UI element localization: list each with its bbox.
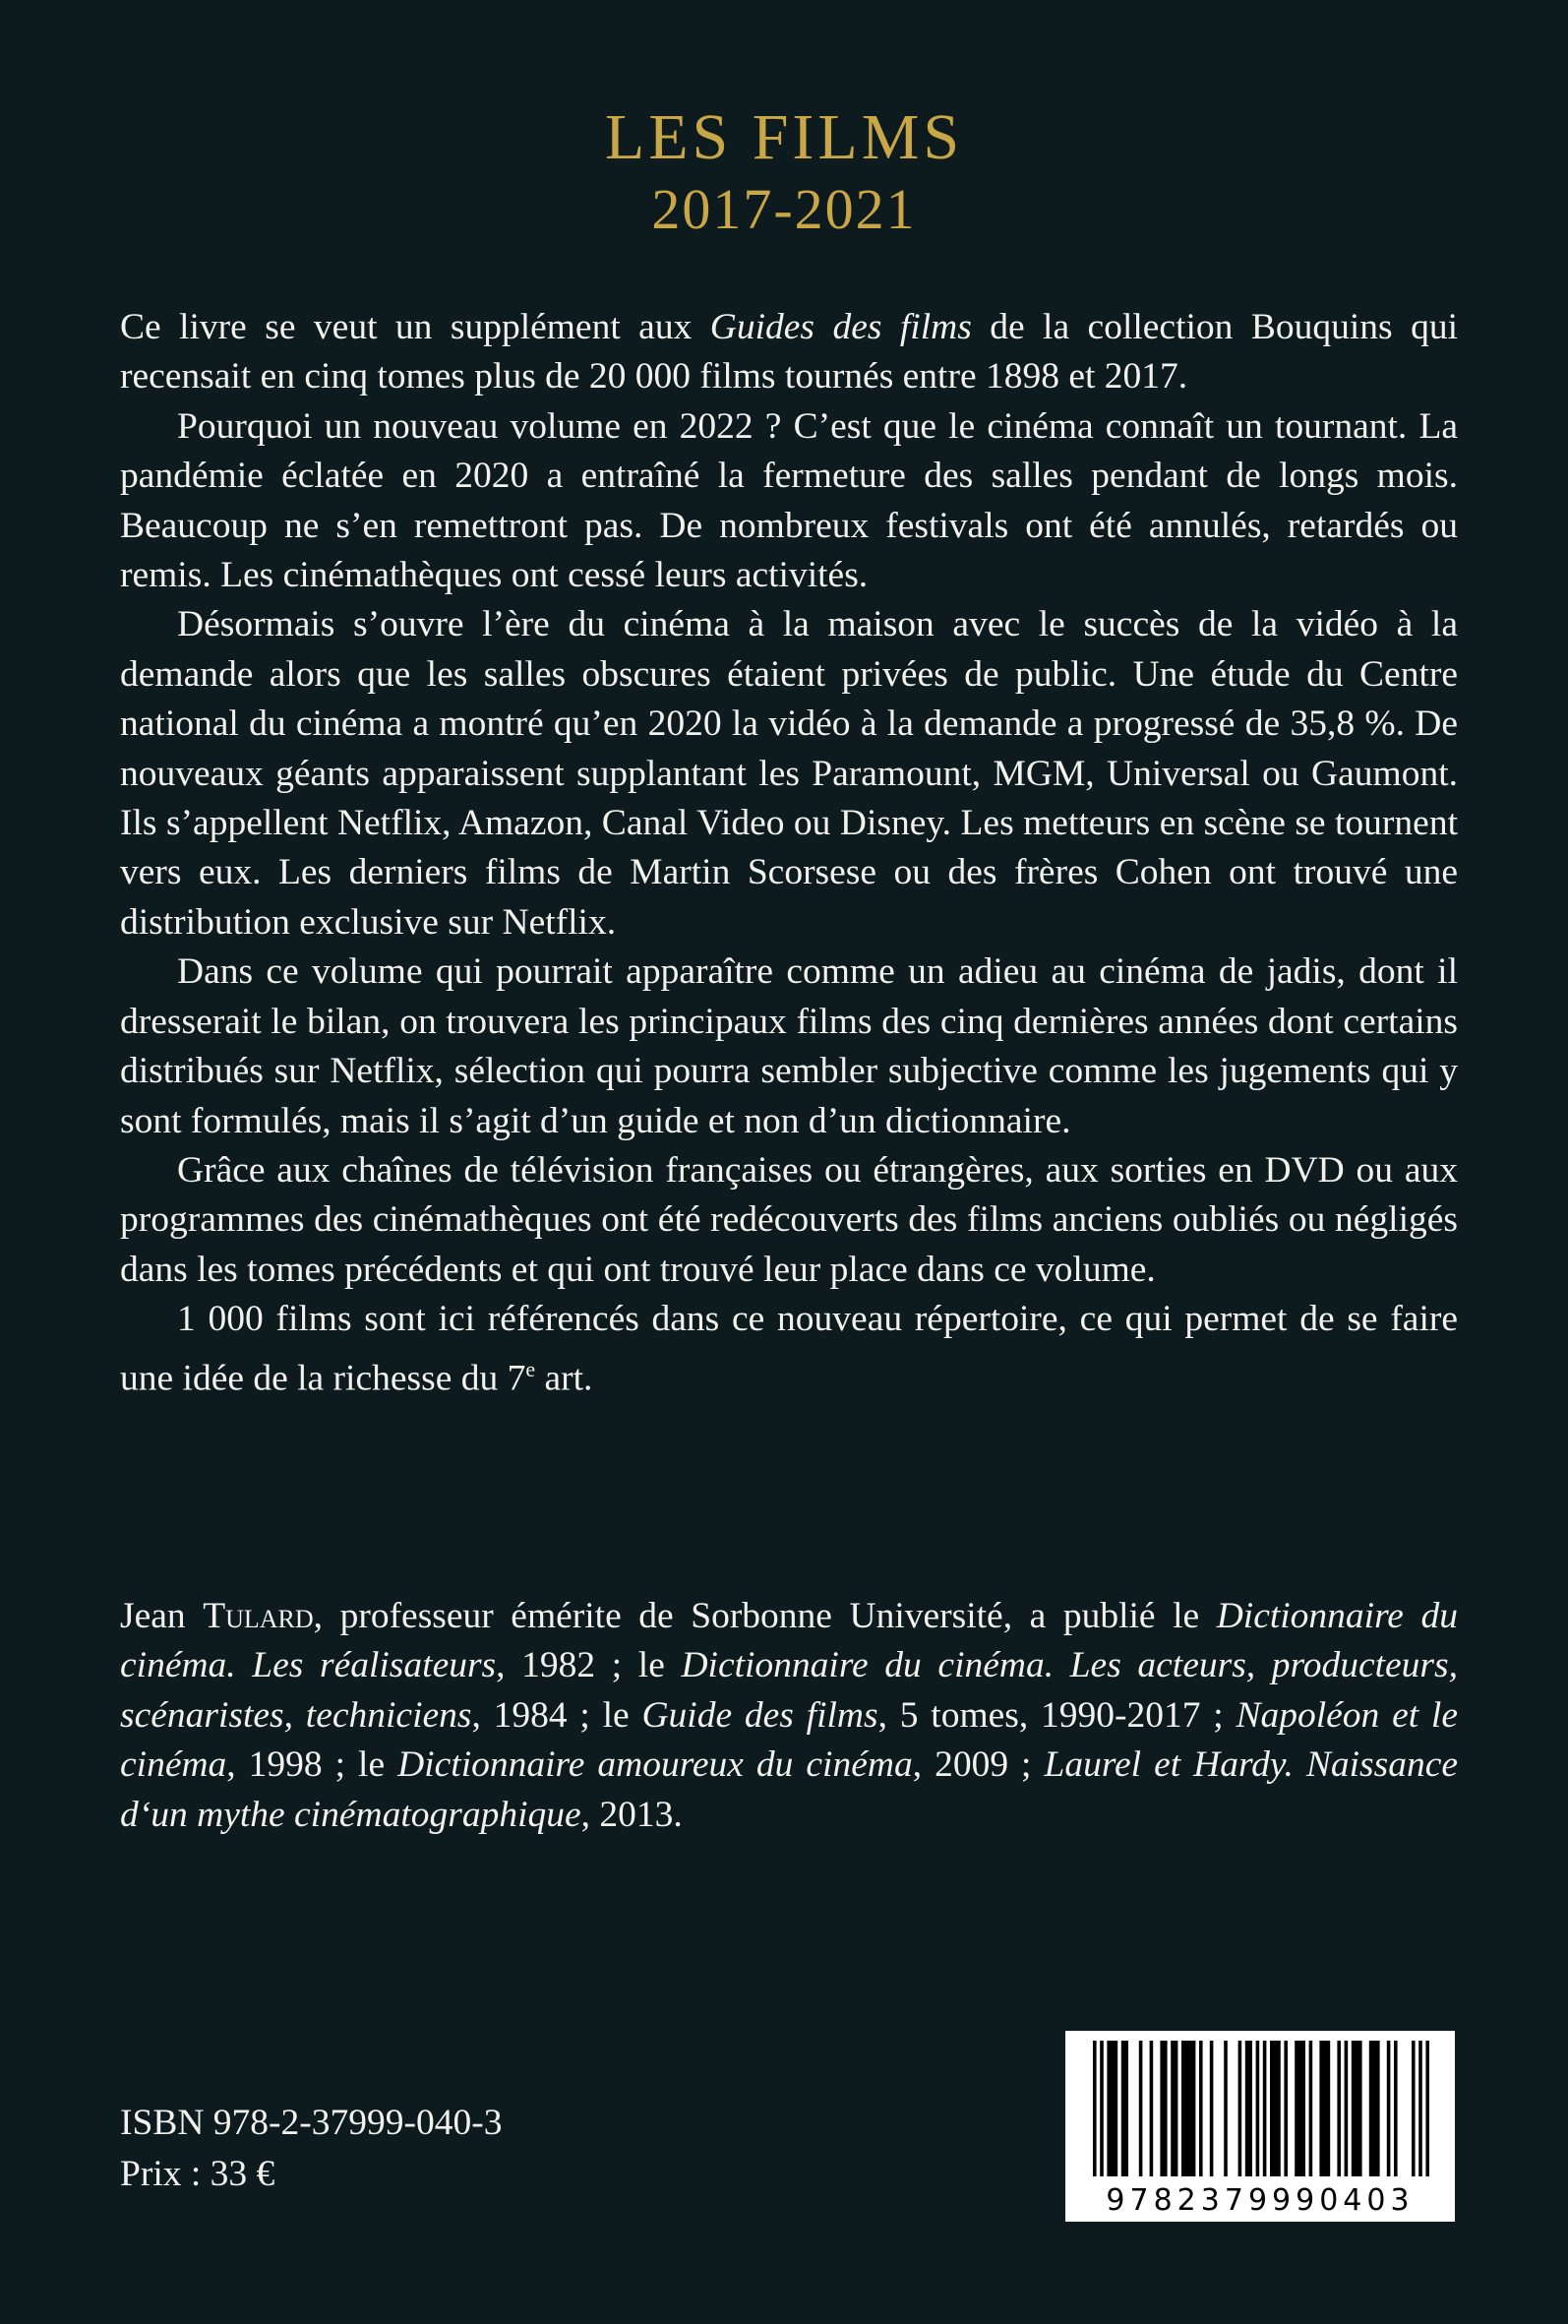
- barcode-bar: [1107, 2041, 1117, 2176]
- bio-work-3: Guide des films: [641, 1694, 878, 1736]
- author-bio-paragraph: [120, 1592, 1458, 1840]
- guides-des-films-title: Guides des films: [709, 307, 972, 347]
- blurb-p1-text-a: Ce livre se veut un supplément aux: [120, 307, 710, 347]
- barcode-bar: [1418, 2041, 1422, 2176]
- barcode-bar: [1352, 2041, 1362, 2176]
- author-bio: [120, 1592, 1458, 1840]
- author-surname: Tulard: [203, 1596, 314, 1636]
- barcode-bar: [1160, 2041, 1167, 2176]
- barcode-bar: [1284, 2041, 1288, 2176]
- title-block: [0, 98, 1568, 242]
- barcode-bar: [1245, 2041, 1252, 2176]
- barcode-bar: [1093, 2041, 1097, 2176]
- author-first-name: Jean: [120, 1596, 204, 1636]
- barcode-bar: [1345, 2041, 1349, 2176]
- book-title: LES FILMS: [604, 101, 964, 173]
- bio-text-7: , 2013.: [580, 1794, 683, 1835]
- barcode-bar: [1412, 2041, 1416, 2176]
- blurb-p6-text-a: 1 000 films sont ici référencés dans ce nouveau répertoire, ce qui permet de se faire une idée de la richesse du 7: [120, 1299, 1458, 1399]
- blurb-paragraph-3: Désormais s’ouvre l’ère du cinéma à la maison avec le succès de la vidéo à la demande alors que les salles obscures étaient privées de public. Une étude du Centre national du cinéma a montré qu’en 2020 la vidéo à la demande a progressé de 35,8 %. De nouveaux géants apparaissent supplantant les Paramount, MGM, Universal ou Gaumont. Ils s’appellent Netflix, Amazon, Canal Video ou Disney. Les metteurs en scène se tournent vers eux. Les derniers films de Martin Scorsese ou des frères Cohen ont trouvé une distribution exclusive sur Netflix.: [120, 604, 1458, 943]
- barcode-bar: [1199, 2041, 1203, 2176]
- barcode-bar: [1181, 2041, 1195, 2176]
- barcode-bar: [1394, 2041, 1398, 2176]
- bio-work-6: Laurel et Hardy. Naissance d‘un mythe cinématographique: [120, 1744, 1459, 1835]
- barcode-bar: [1150, 2041, 1154, 2176]
- price: Prix : 33 €: [120, 2154, 275, 2194]
- barcode-bar: [1309, 2041, 1313, 2176]
- barcode: [1065, 2031, 1455, 2222]
- barcode-bar: [1369, 2041, 1380, 2176]
- barcode-bar: [1210, 2041, 1214, 2176]
- blurb-paragraph-5: Grâce aux chaînes de télévision françaises ou étrangères, aux sorties en DVD ou aux programmes des cinémathèques ont été redécouverts des films anciens oubliés ou négligés dans les tomes précédents et qui ont trouvé leur place dans ce volume.: [120, 1149, 1458, 1290]
- barcode-bar: [1263, 2041, 1267, 2176]
- blurb-paragraph-2: Pourquoi un nouveau volume en 2022 ? C’est que le cinéma connaît un tournant. La pandémie éclatée en 2020 a entraîné la fermeture des salles pendant de longs mois. Beaucoup ne s’en remettront pas. De nombreux festivals ont été annulés, retardés ou remis. Les cinémathèques ont cessé leurs activités.: [120, 405, 1458, 596]
- blurb: [120, 303, 1458, 1403]
- bio-text-4: , 5 tomes, 1990-2017 ;: [877, 1694, 1236, 1736]
- isbn-number: ISBN 978-2-37999-040-3: [120, 2103, 503, 2143]
- blurb-paragraph-1: [120, 303, 1458, 402]
- barcode-bar: [1238, 2041, 1242, 2176]
- blurb-paragraph-6: [120, 1295, 1458, 1403]
- barcode-bar: [1295, 2041, 1305, 2176]
- bio-text-3: , 1984 ; le: [471, 1694, 642, 1736]
- barcode-bar: [1139, 2041, 1143, 2176]
- blurb-p1-text-c: de la collection Bouquins qui recensait en cinq tomes plus de 20 000 films tournés entre 1898 et 2017.: [120, 307, 1458, 398]
- bio-text-1: , professeur émérite de Sorbonne Université, a publié le: [313, 1596, 1217, 1636]
- barcode-bar: [1121, 2041, 1128, 2176]
- bio-work-2: Dictionnaire du cinéma. Les acteurs, producteurs, scénaristes, techniciens: [120, 1645, 1458, 1736]
- superscript-e: e: [525, 1356, 536, 1381]
- barcode-bar: [1337, 2041, 1341, 2176]
- barcode-bar: [1171, 2041, 1177, 2176]
- blurb-paragraph-4: Dans ce volume qui pourrait apparaître comme un adieu au cinéma de jadis, dont il dresserait le bilan, on trouvera les principaux films des cinq dernières années dont certains distribués sur Netflix, sélection qui pourra sembler subjective comme les jugements qui y sont formulés, mais il s’agit d’un guide et non d’un dictionnaire.: [120, 951, 1458, 1141]
- bio-text-2: , 1982 ; le: [496, 1645, 682, 1686]
- blurb-p6-text-b: art.: [535, 1358, 593, 1399]
- bio-text-5: , 1998 ; le: [226, 1744, 398, 1786]
- barcode-bar: [1270, 2041, 1281, 2176]
- isbn-price-block: [120, 2098, 503, 2200]
- barcode-bar: [1319, 2041, 1330, 2176]
- barcode-bar: [1425, 2041, 1429, 2176]
- book-years: 2017-2021: [651, 177, 917, 241]
- barcode-bar: [1387, 2041, 1391, 2176]
- bio-work-5: Dictionnaire amoureux du cinéma: [397, 1744, 913, 1786]
- barcode-bar: [1224, 2041, 1228, 2176]
- bio-work-1: Dictionnaire du cinéma. Les réalisateurs: [120, 1596, 1458, 1686]
- bio-text-6: , 2009 ;: [912, 1744, 1045, 1786]
- bio-work-4: Napoléon et le cinéma: [120, 1694, 1458, 1786]
- barcode-bar: [1100, 2041, 1104, 2176]
- barcode-bar: [1256, 2041, 1260, 2176]
- barcode-digits: 9782379990403: [1106, 2183, 1415, 2218]
